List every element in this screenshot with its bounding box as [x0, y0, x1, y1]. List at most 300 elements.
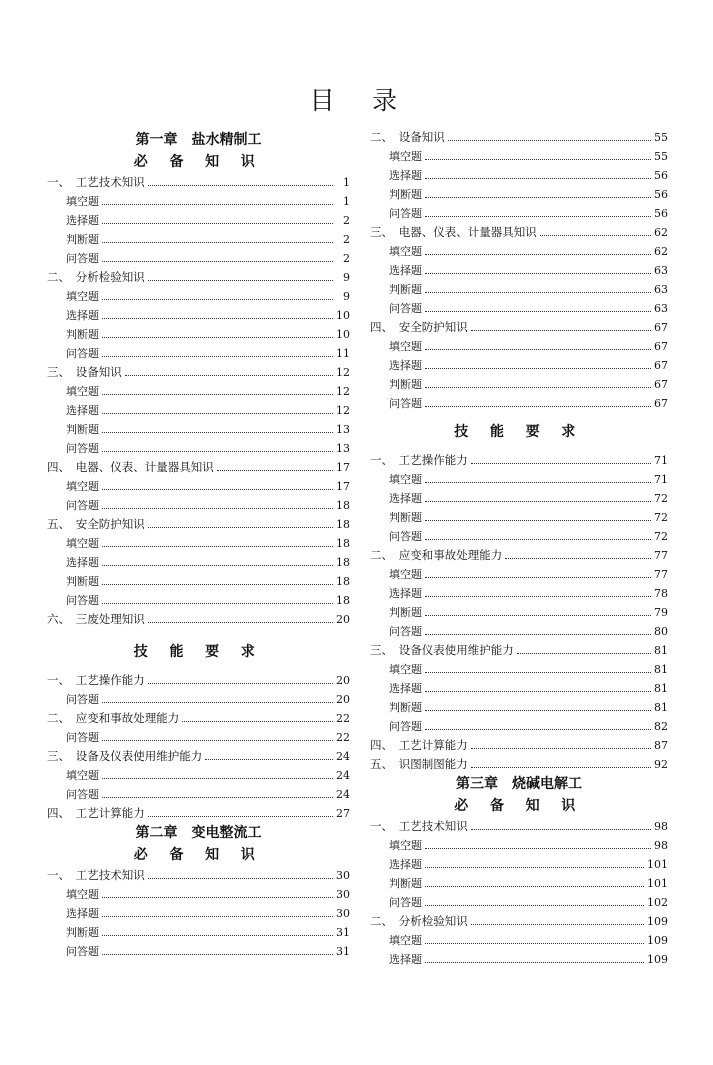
toc-entry-label: 选择题: [389, 587, 422, 600]
toc-entry-label: 五、 安全防护知识: [47, 517, 145, 531]
toc-page-number: 31: [336, 926, 350, 939]
dot-leader: [102, 223, 333, 224]
toc-page-number: 63: [654, 283, 668, 296]
toc-section-entry[interactable]: [370, 546, 668, 565]
toc-right-column: [370, 128, 668, 969]
dot-leader: [425, 501, 651, 502]
dot-leader: [448, 140, 651, 141]
toc-subsection-entry[interactable]: [370, 166, 668, 185]
toc-subsection-entry[interactable]: [370, 855, 668, 874]
toc-subsection-entry[interactable]: [370, 565, 668, 584]
dot-leader: [125, 375, 333, 376]
toc-page-number: 82: [654, 720, 668, 733]
toc-subsection-entry[interactable]: [370, 622, 668, 641]
toc-page-number: 81: [654, 701, 668, 714]
dot-leader: [148, 878, 333, 879]
toc-subsection-entry[interactable]: [370, 375, 668, 394]
toc-page-number: 20: [336, 693, 350, 706]
toc-subsection-entry[interactable]: [370, 527, 668, 546]
toc-page-number: 87: [654, 739, 668, 752]
toc-entry-label: 选择题: [389, 169, 422, 182]
toc-subsection-entry[interactable]: [47, 230, 350, 249]
toc-subsection-entry[interactable]: [47, 325, 350, 344]
dot-leader: [471, 924, 644, 925]
toc-subsection-entry[interactable]: [370, 337, 668, 356]
toc-entry-label: 判断题: [66, 575, 99, 588]
dot-leader: [540, 235, 651, 236]
dot-leader: [425, 216, 651, 217]
toc-entry-label: 问答题: [66, 731, 99, 744]
dot-leader: [425, 729, 651, 730]
toc-entry-label: 问答题: [66, 347, 99, 360]
dot-leader: [148, 185, 333, 186]
toc-section-entry[interactable]: [370, 736, 668, 755]
dot-leader: [102, 546, 333, 547]
toc-entry-label: 判断题: [389, 188, 422, 201]
toc-subsection-entry[interactable]: [47, 249, 350, 268]
part-heading: 必 备 知 识: [133, 154, 264, 170]
dot-leader: [102, 242, 333, 243]
toc-subsection-entry[interactable]: [370, 242, 668, 261]
toc-page-number: 77: [654, 549, 668, 562]
toc-entry-label: 选择题: [389, 858, 422, 871]
toc-page-number: 77: [654, 568, 668, 581]
toc-page-number: 98: [654, 820, 668, 833]
toc-section-entry[interactable]: [370, 641, 668, 660]
toc-entry-label: 三、 设备知识: [47, 365, 122, 379]
toc-subsection-entry[interactable]: [370, 836, 668, 855]
dot-leader: [471, 463, 651, 464]
toc-entry-label: 三、 设备及仪表使用维护能力: [47, 749, 203, 763]
toc-subsection-entry[interactable]: [370, 299, 668, 318]
toc-entry-label: 填空题: [66, 385, 99, 398]
dot-leader: [425, 311, 651, 312]
dot-leader: [102, 603, 333, 604]
toc-page-number: 12: [336, 385, 350, 398]
toc-subsection-entry[interactable]: [370, 931, 668, 950]
toc-page-number: 22: [336, 731, 350, 744]
toc-entry-label: 二、 分析检验知识: [47, 270, 145, 284]
dot-leader: [471, 748, 651, 749]
spacer: [47, 663, 350, 671]
toc-subsection-entry[interactable]: [370, 584, 668, 603]
dot-leader: [425, 710, 651, 711]
dot-leader: [425, 596, 651, 597]
toc-page-number: 67: [654, 359, 668, 372]
toc-entry-label: 一、 工艺技术知识: [47, 868, 145, 882]
dot-leader: [425, 406, 651, 407]
dot-leader: [425, 634, 651, 635]
toc-subsection-entry[interactable]: [47, 572, 350, 591]
toc-entry-label: 四、 安全防护知识: [370, 320, 468, 334]
toc-subsection-entry[interactable]: [47, 477, 350, 496]
toc-subsection-entry[interactable]: [370, 679, 668, 698]
toc-subsection-entry[interactable]: [47, 439, 350, 458]
dot-leader: [425, 520, 651, 521]
toc-page-number: 31: [336, 945, 350, 958]
spacer: [47, 629, 350, 641]
toc-subsection-entry[interactable]: [370, 893, 668, 912]
toc-page-number: 101: [647, 858, 668, 871]
dot-leader: [102, 954, 333, 955]
toc-section-entry[interactable]: [47, 709, 350, 728]
toc-entry-label: 二、 应变和事故处理能力: [370, 548, 503, 562]
toc-entry-label: 填空题: [66, 537, 99, 550]
dot-leader: [102, 261, 333, 262]
toc-section-entry[interactable]: [47, 610, 350, 629]
toc-subsection-entry[interactable]: [370, 356, 668, 375]
toc-section-entry[interactable]: [47, 804, 350, 823]
dot-leader: [425, 159, 651, 160]
toc-entry-label: 填空题: [389, 340, 422, 353]
toc-page-number: 109: [647, 915, 668, 928]
toc-entry-label: 一、 工艺操作能力: [370, 453, 468, 467]
toc-page-number: 56: [654, 207, 668, 220]
toc-entry-label: 填空题: [389, 934, 422, 947]
toc-entry-label: 选择题: [66, 404, 99, 417]
toc-subsection-entry[interactable]: [370, 508, 668, 527]
toc-page-number: 24: [336, 750, 350, 763]
toc-section-entry[interactable]: [370, 912, 668, 931]
toc-subsection-entry[interactable]: [370, 470, 668, 489]
toc-subsection-entry[interactable]: [47, 420, 350, 439]
toc-entry-label: 二、 应变和事故处理能力: [47, 711, 180, 725]
toc-page-number: 18: [336, 518, 350, 531]
dot-leader: [102, 413, 333, 414]
dot-leader: [471, 767, 651, 768]
toc-entry-label: 三、 设备仪表使用维护能力: [370, 643, 514, 657]
part-heading: 技 能 要 求: [454, 424, 584, 440]
toc-entry-label: 一、 工艺技术知识: [370, 819, 468, 833]
toc-page-number: 67: [654, 340, 668, 353]
dot-leader: [425, 539, 651, 540]
toc-subsection-entry[interactable]: [47, 923, 350, 942]
toc-page-number: 27: [336, 807, 350, 820]
toc-section-entry[interactable]: [47, 747, 350, 766]
dot-leader: [425, 577, 651, 578]
dot-leader: [425, 691, 651, 692]
dot-leader: [425, 962, 644, 963]
toc-entry-label: 问答题: [389, 530, 422, 543]
dot-leader: [425, 905, 644, 906]
toc-page-number: 71: [654, 473, 668, 486]
toc-page-number: 13: [336, 442, 350, 455]
dot-leader: [102, 565, 333, 566]
toc-page-number: 55: [654, 131, 668, 144]
toc-subsection-entry[interactable]: [47, 192, 350, 211]
toc-subsection-entry[interactable]: [47, 766, 350, 785]
toc-subsection-entry[interactable]: [47, 942, 350, 961]
toc-entry-label: 问答题: [389, 625, 422, 638]
spacer: [370, 413, 668, 421]
toc-subsection-entry[interactable]: [370, 185, 668, 204]
spacer: [370, 443, 668, 451]
toc-subsection-entry[interactable]: [370, 717, 668, 736]
toc-subsection-entry[interactable]: [47, 401, 350, 420]
dot-leader: [102, 778, 333, 779]
dot-leader: [425, 273, 651, 274]
toc-subsection-entry[interactable]: [47, 496, 350, 515]
toc-section-entry[interactable]: [370, 451, 668, 470]
toc-page-number: 10: [336, 309, 350, 322]
toc-section-entry[interactable]: [47, 173, 350, 192]
toc-entry-label: 问答题: [66, 945, 99, 958]
dot-leader: [425, 482, 651, 483]
dot-leader: [471, 829, 651, 830]
toc-entry-label: 填空题: [389, 245, 422, 258]
toc-subsection-entry[interactable]: [370, 603, 668, 622]
toc-entry-label: 问答题: [389, 302, 422, 315]
toc-page-number: 12: [336, 404, 350, 417]
toc-subsection-entry[interactable]: [47, 306, 350, 325]
dot-leader: [102, 337, 333, 338]
toc-page-number: 79: [654, 606, 668, 619]
toc-page-number: 30: [336, 869, 350, 882]
toc-subsection-entry[interactable]: [47, 904, 350, 923]
dot-leader: [425, 254, 651, 255]
toc-subsection-entry[interactable]: [47, 287, 350, 306]
dot-leader: [102, 935, 333, 936]
dot-leader: [102, 204, 333, 205]
toc-section-entry[interactable]: [370, 817, 668, 836]
toc-subsection-entry[interactable]: [370, 147, 668, 166]
toc-page-number: 12: [336, 366, 350, 379]
toc-subsection-entry[interactable]: [370, 204, 668, 223]
toc-subsection-entry[interactable]: [370, 261, 668, 280]
toc-subsection-entry[interactable]: [370, 950, 668, 969]
dot-leader: [425, 197, 651, 198]
toc-entry-label: 判断题: [66, 233, 99, 246]
toc-page-number: 81: [654, 644, 668, 657]
toc-page-number: 67: [654, 397, 668, 410]
toc-page-number: 109: [647, 934, 668, 947]
dot-leader: [182, 721, 333, 722]
toc-page-number: 109: [647, 953, 668, 966]
toc-entry-label: 问答题: [66, 788, 99, 801]
toc-entry-label: 选择题: [66, 556, 99, 569]
toc-page-number: 63: [654, 302, 668, 315]
dot-leader: [102, 299, 333, 300]
toc-left-column: [47, 130, 350, 961]
toc-section-entry[interactable]: [370, 128, 668, 147]
toc-entry-label: 判断题: [389, 511, 422, 524]
toc-entry-label: 选择题: [66, 907, 99, 920]
toc-page-number: 67: [654, 321, 668, 334]
toc-page-number: 63: [654, 264, 668, 277]
toc-entry-label: 四、 工艺计算能力: [47, 806, 145, 820]
toc-entry-label: 选择题: [66, 309, 99, 322]
toc-section-entry[interactable]: [47, 268, 350, 287]
toc-entry-label: 填空题: [389, 568, 422, 581]
toc-page-number: 24: [336, 769, 350, 782]
toc-entry-label: 选择题: [389, 953, 422, 966]
dot-leader: [102, 432, 333, 433]
toc-subsection-entry[interactable]: [47, 553, 350, 572]
toc-page-number: 20: [336, 674, 350, 687]
chapter-heading: 第二章 变电整流工: [135, 825, 262, 841]
toc-page-number: 62: [654, 245, 668, 258]
toc-page-number: 55: [654, 150, 668, 163]
toc-entry-label: 判断题: [66, 423, 99, 436]
toc-subsection-entry[interactable]: [47, 591, 350, 610]
toc-page-number: 92: [654, 758, 668, 771]
dot-leader: [517, 653, 651, 654]
toc-section-entry[interactable]: [47, 515, 350, 534]
toc-page-number: 72: [654, 511, 668, 524]
toc-subsection-entry[interactable]: [47, 728, 350, 747]
dot-leader: [148, 683, 333, 684]
toc-page-number: 24: [336, 788, 350, 801]
toc-page-number: 18: [336, 594, 350, 607]
toc-entry-label: 选择题: [66, 214, 99, 227]
toc-page-number: 62: [654, 226, 668, 239]
toc-entry-label: 判断题: [66, 328, 99, 341]
toc-entry-label: 判断题: [66, 926, 99, 939]
page-title: 目 录: [309, 86, 404, 115]
toc-section-entry[interactable]: [370, 318, 668, 337]
toc-subsection-entry[interactable]: [47, 382, 350, 401]
part-heading: 必 备 知 识: [454, 798, 584, 814]
dot-leader: [425, 387, 651, 388]
dot-leader: [102, 740, 333, 741]
toc-page-number: 67: [654, 378, 668, 391]
toc-subsection-entry[interactable]: [47, 885, 350, 904]
toc-page-number: 20: [336, 613, 350, 626]
toc-subsection-entry[interactable]: [47, 785, 350, 804]
dot-leader: [148, 280, 333, 281]
toc-entry-label: 填空题: [389, 473, 422, 486]
toc-entry-label: 选择题: [389, 264, 422, 277]
toc-entry-label: 二、 设备知识: [370, 130, 445, 144]
part-heading: 必 备 知 识: [133, 847, 264, 863]
toc-subsection-entry[interactable]: [47, 534, 350, 553]
toc-entry-label: 问答题: [66, 442, 99, 455]
toc-entry-label: 问答题: [66, 252, 99, 265]
toc-subsection-entry[interactable]: [370, 874, 668, 893]
toc-entry-label: 六、 三废处理知识: [47, 612, 145, 626]
toc-section-entry[interactable]: [370, 755, 668, 774]
toc-page-number: 30: [336, 907, 350, 920]
dot-leader: [471, 330, 651, 331]
toc-entry-label: 选择题: [389, 359, 422, 372]
toc-section-entry[interactable]: [47, 866, 350, 885]
toc-page-number: 98: [654, 839, 668, 852]
dot-leader: [425, 349, 651, 350]
dot-leader: [102, 451, 333, 452]
dot-leader: [425, 178, 651, 179]
toc-subsection-entry[interactable]: [47, 690, 350, 709]
toc-page-number: 78: [654, 587, 668, 600]
toc-page-number: 17: [336, 461, 350, 474]
toc-page-number: 1: [343, 176, 350, 189]
dot-leader: [425, 867, 644, 868]
toc-subsection-entry[interactable]: [47, 344, 350, 363]
toc-entry-label: 填空题: [66, 195, 99, 208]
toc-entry-label: 填空题: [66, 290, 99, 303]
toc-entry-label: 问答题: [389, 397, 422, 410]
toc-page-number: 71: [654, 454, 668, 467]
toc-page-number: 72: [654, 492, 668, 505]
dot-leader: [505, 558, 651, 559]
toc-page-number: 101: [647, 877, 668, 890]
toc-entry-label: 一、 工艺技术知识: [47, 175, 145, 189]
toc-page-number: 13: [336, 423, 350, 436]
toc-page-number: 2: [343, 233, 350, 246]
toc-subsection-entry[interactable]: [370, 660, 668, 679]
toc-page-number: 72: [654, 530, 668, 543]
toc-subsection-entry[interactable]: [370, 394, 668, 413]
toc-entry-label: 五、 识图制图能力: [370, 757, 468, 771]
dot-leader: [102, 797, 333, 798]
toc-page-number: 56: [654, 188, 668, 201]
toc-section-entry[interactable]: [47, 363, 350, 382]
toc-entry-label: 二、 分析检验知识: [370, 914, 468, 928]
toc-subsection-entry[interactable]: [370, 698, 668, 717]
toc-entry-label: 填空题: [389, 839, 422, 852]
toc-page-number: 81: [654, 663, 668, 676]
toc-page-number: 1: [343, 195, 350, 208]
toc-entry-label: 填空题: [66, 769, 99, 782]
part-heading: 技 能 要 求: [133, 644, 264, 660]
dot-leader: [102, 394, 333, 395]
toc-entry-label: 问答题: [66, 693, 99, 706]
toc-entry-label: 判断题: [389, 378, 422, 391]
toc-page-number: 80: [654, 625, 668, 638]
toc-entry-label: 判断题: [389, 877, 422, 890]
toc-subsection-entry[interactable]: [47, 211, 350, 230]
toc-section-entry[interactable]: [47, 458, 350, 477]
chapter-heading: 第一章 盐水精制工: [135, 132, 262, 148]
dot-leader: [148, 622, 333, 623]
toc-entry-label: 判断题: [389, 606, 422, 619]
toc-page-number: 56: [654, 169, 668, 182]
dot-leader: [425, 292, 651, 293]
dot-leader: [425, 943, 644, 944]
dot-leader: [425, 848, 651, 849]
toc-page-number: 11: [336, 347, 350, 360]
dot-leader: [102, 702, 333, 703]
toc-page-number: 18: [336, 499, 350, 512]
dot-leader: [102, 916, 333, 917]
toc-entry-label: 问答题: [389, 896, 422, 909]
toc-entry-label: 填空题: [389, 150, 422, 163]
toc-page-number: 2: [343, 252, 350, 265]
toc-page-number: 2: [343, 214, 350, 227]
dot-leader: [148, 816, 333, 817]
toc-page-number: 22: [336, 712, 350, 725]
toc-entry-label: 填空题: [66, 480, 99, 493]
toc-page-number: 18: [336, 575, 350, 588]
dot-leader: [205, 759, 333, 760]
toc-section-entry[interactable]: [370, 223, 668, 242]
toc-subsection-entry[interactable]: [370, 280, 668, 299]
dot-leader: [425, 886, 644, 887]
chapter-heading: 第三章 烧碱电解工: [456, 776, 582, 792]
dot-leader: [102, 508, 333, 509]
dot-leader: [102, 897, 333, 898]
dot-leader: [425, 672, 651, 673]
toc-section-entry[interactable]: [47, 671, 350, 690]
toc-entry-label: 填空题: [389, 663, 422, 676]
toc-subsection-entry[interactable]: [370, 489, 668, 508]
toc-entry-label: 问答题: [66, 499, 99, 512]
dot-leader: [425, 615, 651, 616]
dot-leader: [102, 584, 333, 585]
dot-leader: [102, 489, 333, 490]
dot-leader: [217, 470, 333, 471]
dot-leader: [102, 318, 333, 319]
toc-entry-label: 四、 工艺计算能力: [370, 738, 468, 752]
